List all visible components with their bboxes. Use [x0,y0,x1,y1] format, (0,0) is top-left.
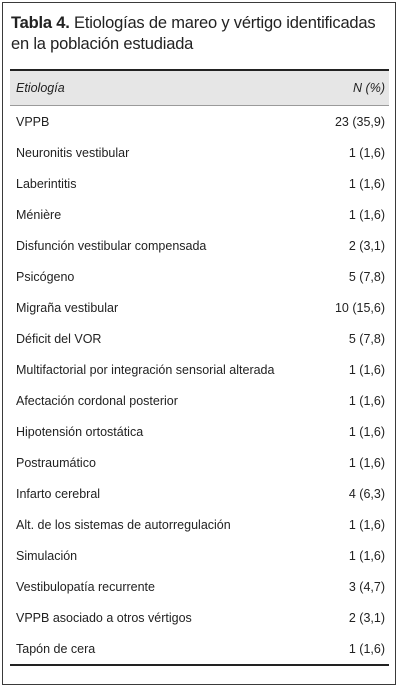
header-n-percent: N (%) [353,81,385,95]
count-percent-cell: 1 (1,6) [348,548,385,563]
count-percent-cell: 1 (1,6) [348,393,385,408]
etiology-cell: Postraumático [16,455,96,470]
table-row [10,509,389,540]
header-etiologia: Etiología [16,81,65,95]
count-percent-cell: 5 (7,8) [348,269,385,284]
etiology-cell: Migraña vestibular [16,300,119,315]
count-percent-cell: 1 (1,6) [348,455,385,470]
etiology-cell: Psicógeno [16,269,75,284]
etiology-cell: VPPB asociado a otros vértigos [16,610,192,625]
count-percent-cell: 1 (1,6) [348,362,385,377]
table-row [10,199,389,230]
table-row [10,323,389,354]
table-frame [2,2,396,685]
count-percent-cell: 1 (1,6) [348,176,385,191]
etiology-cell: Laberintitis [16,176,77,191]
count-percent-cell: 10 (15,6) [334,300,385,315]
etiology-cell: Simulación [16,548,78,563]
table-row [10,106,389,137]
table-row [10,416,389,447]
count-percent-cell: 23 (35,9) [334,114,385,129]
count-percent-cell: 1 (1,6) [348,145,385,160]
etiology-cell: Déficit del VOR [16,331,102,346]
table-header [10,71,389,106]
caption-text: Etiologías de mareo y vértigo identificadas en la población estudiada [11,14,376,53]
table-row [10,633,389,664]
table-row [10,447,389,478]
table-row [10,168,389,199]
count-percent-cell: 3 (4,7) [348,579,385,594]
etiology-cell: Ménière [16,207,62,222]
etiology-cell: Afectación cordonal posterior [16,393,178,408]
etiology-cell: Alt. de los sistemas de autorregulación [16,517,231,532]
count-percent-cell: 4 (6,3) [348,486,385,501]
table-row [10,571,389,602]
caption-label: Tabla 4. [11,14,70,32]
etiology-cell: Multifactorial por integración sensorial alterada [16,362,275,377]
count-percent-cell: 1 (1,6) [348,207,385,222]
count-percent-cell: 2 (3,1) [348,610,385,625]
table-row [10,137,389,168]
count-percent-cell: 5 (7,8) [348,331,385,346]
etiology-table [10,69,389,666]
table-row [10,354,389,385]
table-row [10,292,389,323]
etiology-cell: VPPB [16,114,50,129]
count-percent-cell: 2 (3,1) [348,238,385,253]
count-percent-cell: 1 (1,6) [348,424,385,439]
etiology-cell: Neuronitis vestibular [16,145,130,160]
table-row [10,230,389,261]
count-percent-cell: 1 (1,6) [348,517,385,532]
count-percent-cell: 1 (1,6) [348,641,385,656]
table-row [10,540,389,571]
table-body [10,106,389,664]
table-caption [11,13,391,55]
etiology-cell: Vestibulopatía recurrente [16,579,155,594]
etiology-cell: Tapón de cera [16,641,96,656]
etiology-cell: Hipotensión ortostática [16,424,144,439]
table-row [10,261,389,292]
table-row [10,602,389,633]
table-row [10,385,389,416]
etiology-cell: Disfunción vestibular compensada [16,238,207,253]
table-row [10,478,389,509]
etiology-cell: Infarto cerebral [16,486,101,501]
